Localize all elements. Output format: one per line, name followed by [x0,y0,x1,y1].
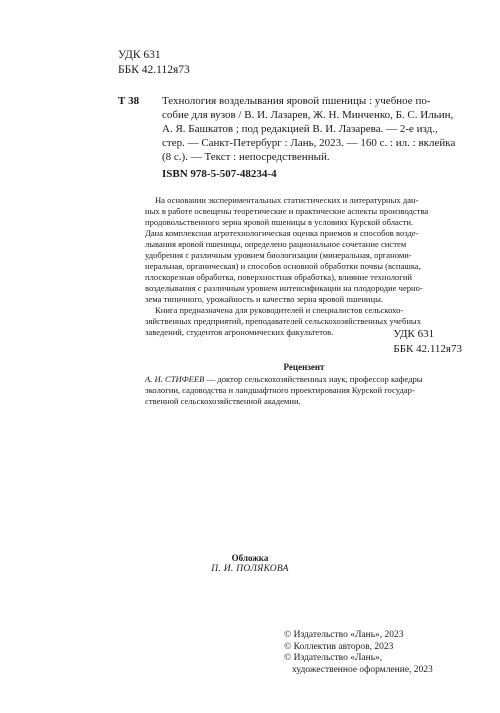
reviewer-line [145,374,463,385]
reviewer-line: экологии, садоводства и ландшафтного проектирования Курской государ- [145,385,415,395]
annotation-line: зяйственных предприятий, преподавателей сельскохозяйственных учебных [145,316,421,326]
annotation-line: заведений, студентов агрономических факультетов. [145,327,334,337]
description-line: А. Я. Башкатов ; под редакцией В. И. Лазарева. — 2-е изд., [162,123,438,135]
annotation-line: Книга предназначена для руководителей и специалистов сельскохо- [155,305,404,315]
copyright-line: © Издательство «Лань», 2023 [284,630,404,640]
udk-code: УДК 631 [118,49,161,61]
copyright-line: © Коллектив авторов, 2023 [284,641,394,652]
annotation-line: удобрения с различным уровнем биологизации (минеральная, органоми- [145,250,412,260]
author-mark: Т 38 [118,95,140,107]
isbn: ISBN 978-5-507-48234-4 [162,168,277,180]
reviewer-block [145,374,463,407]
classification-block-right [393,327,462,357]
udk-code: УДК 631 [393,328,435,340]
annotation-line: Дана комплексная агротехнологическая оценка приемов и способов возде- [145,228,419,238]
copyright-line: © Издательство «Лань», [284,653,383,663]
annotation-line: ных в работе освещены теоретические и практические аспекты производства [145,206,429,216]
bbk-code: ББК 42.112я73 [393,343,462,355]
cover-artist: П. И. ПОЛЯКОВА [211,564,289,574]
bibliographic-entry [118,94,463,164]
annotation [145,195,463,338]
description-line: собие для вузов / В. И. Лазарев, Ж. Н. Минченко, Б. С. Ильин, [162,109,454,121]
description-line: Технология возделывания яровой пшеницы : учебное по- [162,95,431,107]
bbk-code: ББК 42.112я73 [118,64,190,76]
annotation-line: возделывания с различным уровнем интенсификации на плодородие черно- [145,283,423,293]
reviewer-description: — доктор сельскохозяйственных наук, профессор кафедры [204,374,423,384]
annotation-line: лывания яровой пшеницы, определено рациональное сочетание систем [145,239,407,249]
reviewer-heading: Рецензент [283,362,325,372]
reviewer-name: А. И. СТИФЕЕВ [145,374,205,384]
copyright-block [284,630,433,676]
annotation-line: плоскорезная обработка, поверхностная обработка), влияние технологий [145,272,413,282]
cover-heading: Обложка [231,553,269,563]
annotation-line: продовольственного зерна яровой пшеницы в условиях Курской области. [145,217,414,227]
annotation-line: зема типичного, урожайность и качество зерна яровой пшеницы. [145,294,384,304]
annotation-line: неральная, органическая) и способов основной обработки почвы (вспашка, [145,261,421,271]
annotation-line: На основании экспериментальных статистических и литературных дан- [155,195,419,205]
bibliographic-description [162,94,463,164]
reviewer-line: ственной сельскохозяйственной академии. [145,396,301,406]
description-line: стер. — Санкт-Петербург : Лань, 2023. — 160 с. : ил. : вклейка [162,137,456,149]
classification-block-top [118,48,190,78]
copyright-line: художественное оформление, 2023 [292,664,433,675]
description-line: (8 с.). — Текст : непосредственный. [162,151,330,163]
